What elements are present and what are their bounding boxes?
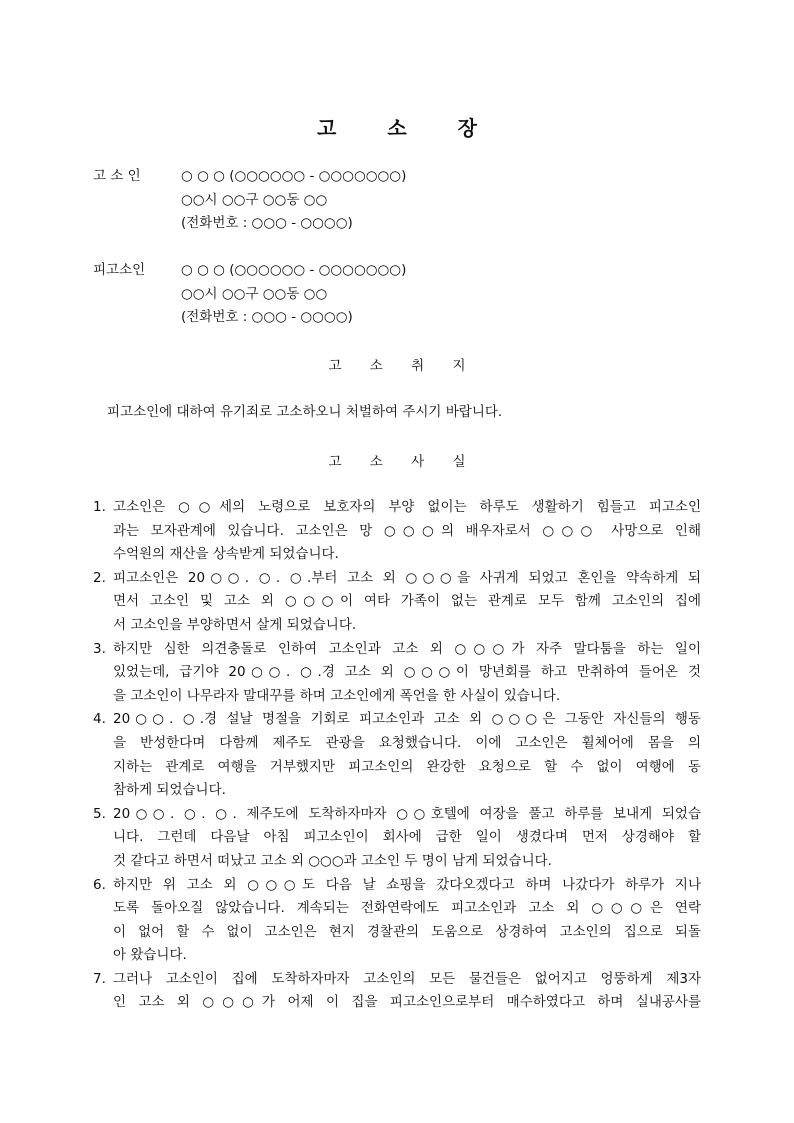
fact-line: 하지만 심한 의견충돌로 인하여 고소인과 고소 외 ○○○가 자주 말다툼을 하는 일이: [113, 640, 701, 657]
fact-number: 2.: [93, 569, 106, 586]
fact-line: 참하게 되었습니다.: [113, 782, 226, 799]
complainant-label: 고 소 인: [93, 168, 141, 184]
fact-line: 아 왔습니다.: [113, 947, 187, 964]
fact-line: 20○○. ○. ○. 제주도에 도착하자마자 ○○호텔에 여장을 풀고 하루를 보내게 되었습: [113, 805, 701, 822]
fact-line: 인 고소 외 ○○○가 어제 이 집을 피고소인으로부터 매수하였다고 하며 실내공사를: [113, 994, 701, 1011]
fact-number: 4.: [93, 711, 106, 728]
fact-item: [93, 708, 701, 802]
fact-line: 고소인은 ○○세의 노령으로 보호자의 부양 없이는 하루도 생활하기 힘들고 피고소인: [113, 499, 701, 515]
fact-number: 1.: [93, 499, 106, 515]
fact-line: 있었는데, 급기야 20○○. ○.경 고소 외 ○○○이 망년회를 하고 만취하여 들어온 것: [113, 664, 701, 681]
fact-line: 20○○. ○.경 설날 명절을 기회로 피고소인과 고소 외 ○○○은 그동안 자신들의 행동: [113, 711, 701, 728]
fact-line: 니다. 그런데 다음날 아침 피고소인이 회사에 급한 일이 생겼다며 먼저 상경해야 할: [113, 829, 701, 846]
fact-line: 을 고소인이 나무라자 말대꾸를 하며 고소인에게 폭언을 한 사실이 있습니다.: [113, 687, 561, 704]
fact-line: 도록 돌아오질 않았습니다. 계속되는 전화연락에도 피고소인과 고소 외 ○○○은 연락: [113, 900, 701, 917]
complainant-name-id: ○ ○ ○ (○○○○○○ - ○○○○○○○): [181, 168, 407, 184]
purpose-text: 피고소인에 대하여 유기죄로 고소하오니 처벌하여 주시기 바랍니다.: [107, 404, 503, 420]
accused-phone: (전화번호 : ○○○ - ○○○○): [181, 309, 353, 325]
fact-line: 이 없어 할 수 없이 고소인은 현지 경찰관의 도움으로 상경하여 고소인의 집으로 되돌: [113, 923, 701, 940]
fact-item: [93, 968, 701, 1015]
fact-item: [93, 803, 701, 874]
fact-number: 7.: [93, 970, 106, 987]
fact-item: [93, 638, 701, 709]
purpose-heading: 고 소 취 지: [328, 358, 478, 374]
complainant-phone: (전화번호 : ○○○ - ○○○○): [181, 215, 353, 231]
fact-number: 3.: [93, 640, 106, 657]
accused-address: ○○시 ○○구 ○○동 ○○: [181, 285, 328, 302]
document-title: 고 소 장: [317, 116, 499, 140]
fact-item: [93, 496, 701, 567]
accused-name-id: ○ ○ ○ (○○○○○○ - ○○○○○○○): [181, 262, 407, 278]
fact-line: 지하는 관계로 여행을 거부했지만 피고소인의 완강한 요청으로 할 수 없이 여행에 동: [113, 758, 701, 775]
fact-line: 서 고소인을 부양하면서 살게 되었습니다.: [113, 616, 357, 633]
fact-item: [93, 567, 701, 638]
fact-number: 6.: [93, 876, 106, 893]
fact-line: 하지만 위 고소 외 ○○○도 다음 날 쇼핑을 갔다오겠다고 하며 나갔다가 하루가 지나: [113, 876, 701, 893]
accused-label: 피고소인: [93, 262, 146, 278]
fact-line: 을 반성한다며 다함께 제주도 관광을 요청했습니다. 이에 고소인은 휠체어에 몸을 의: [113, 734, 701, 751]
fact-line: 그러나 고소인이 집에 도착하자마자 고소인의 모든 물건들은 없어지고 엉뚱하게 제3자: [113, 970, 701, 987]
fact-line: 피고소인은 20○○. ○. ○.부터 고소 외 ○○○을 사귀게 되었고 혼인을 약속하게 되: [113, 569, 701, 586]
fact-number: 5.: [93, 805, 106, 822]
fact-line: 과는 모자관계에 있습니다. 고소인은 망 ○○○의 배우자로서 ○○○ 사망으로 인해: [113, 522, 701, 539]
fact-line: 수억원의 재산을 상속받게 되었습니다.: [113, 546, 339, 563]
facts-heading: 고 소 사 실: [328, 454, 478, 470]
complainant-address: ○○시 ○○구 ○○동 ○○: [181, 191, 328, 208]
fact-line: 것 같다고 하면서 떠났고 고소 외 ○○○과 고소인 두 명이 남게 되었습니다.: [113, 852, 552, 869]
fact-item: [93, 874, 701, 968]
facts-list: [93, 496, 701, 1015]
fact-line: 면서 고소인 및 고소 외 ○○○이 여타 가족이 없는 관계로 모두 함께 고소인의 집에: [113, 593, 701, 610]
